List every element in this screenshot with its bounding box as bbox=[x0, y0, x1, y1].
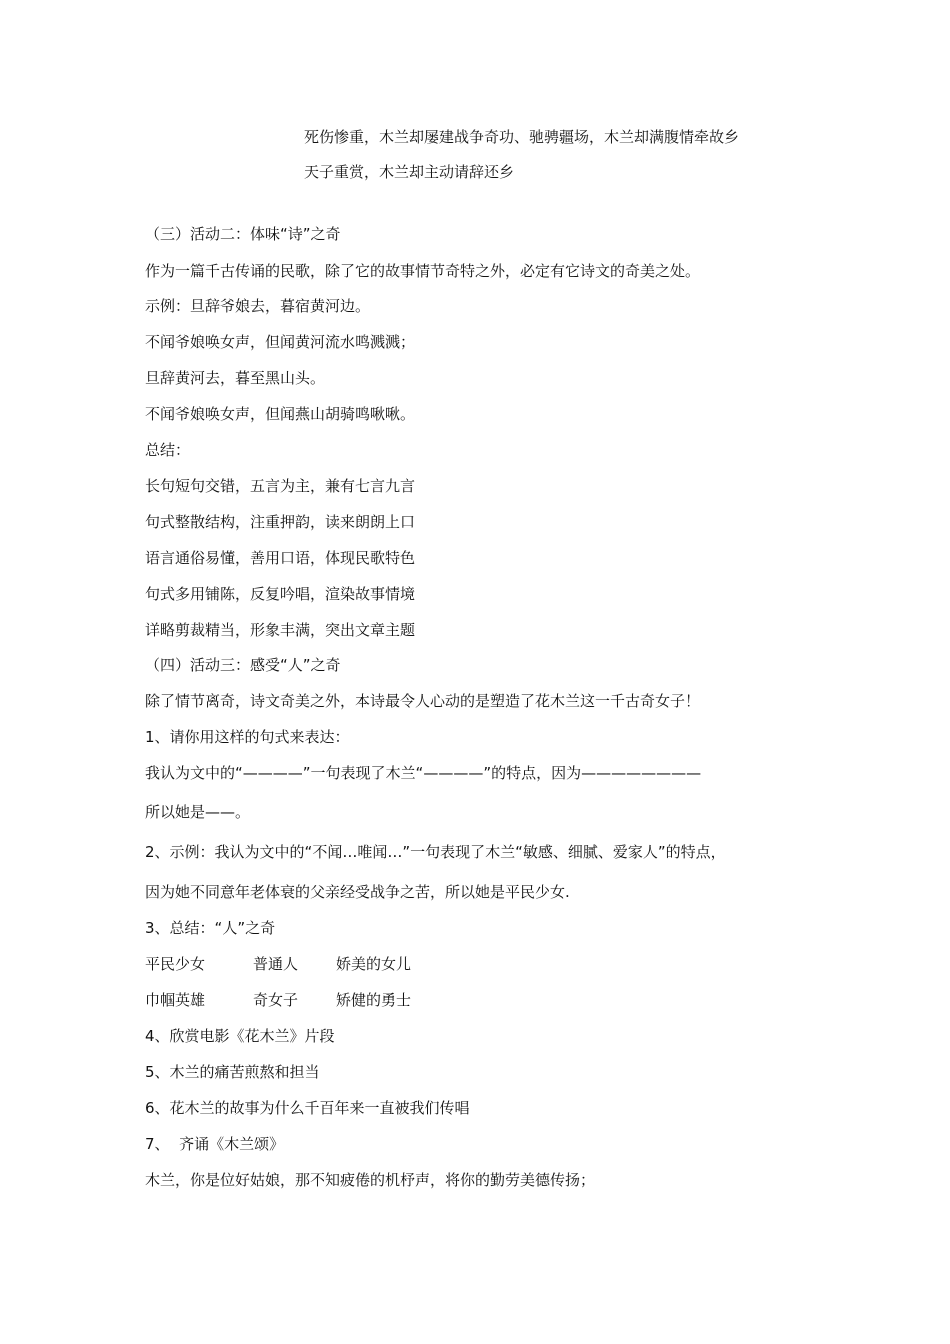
item2-line-2: 因为她不同意年老体衰的父亲经受战争之苦，所以她是平民少女. bbox=[145, 883, 570, 901]
example-line-4: 不闻爷娘唤女声，但闻燕山胡骑鸣啾啾。 bbox=[145, 405, 416, 423]
grid-cell: 奇女子 bbox=[253, 991, 299, 1009]
item1-prompt: 1、请你用这样的句式来表达： bbox=[145, 728, 350, 746]
summary-point-3: 语言通俗易懂，善用口语，体现民歌特色 bbox=[145, 549, 416, 567]
item3-label: 3、总结：“人”之奇 bbox=[145, 919, 276, 937]
grid-cell: 娇美的女儿 bbox=[336, 955, 412, 973]
section4-intro: 除了情节离奇，诗文奇美之外，本诗最令人心动的是塑造了花木兰这一千古奇女子！ bbox=[145, 692, 701, 710]
grid-cell: 矫健的勇士 bbox=[336, 991, 412, 1009]
example-line-3: 旦辞黄河去，暮至黑山头。 bbox=[145, 369, 326, 387]
item6: 6、花木兰的故事为什么千百年来一直被我们传唱 bbox=[145, 1099, 470, 1117]
section3-heading: （三）活动二：体味“诗”之奇 bbox=[145, 225, 341, 243]
item5: 5、木兰的痛苦煎熬和担当 bbox=[145, 1063, 320, 1081]
example-line-2: 不闻爷娘唤女声，但闻黄河流水鸣溅溅； bbox=[145, 333, 416, 351]
closing-line: 木兰，你是位好姑娘，那不知疲倦的机杼声，将你的勤劳美德传扬； bbox=[145, 1171, 596, 1189]
section3-intro: 作为一篇千古传诵的民歌，除了它的故事情节奇特之外，必定有它诗文的奇美之处。 bbox=[145, 262, 701, 280]
grid-cell: 巾帼英雄 bbox=[145, 991, 206, 1009]
item4: 4、欣赏电影《花木兰》片段 bbox=[145, 1027, 335, 1045]
item7: 7、 齐诵《木兰颂》 bbox=[145, 1135, 285, 1153]
summary-label: 总结： bbox=[145, 441, 191, 459]
summary-point-4: 句式多用铺陈，反复吟唱，渲染故事情境 bbox=[145, 585, 416, 603]
summary-point-1: 长句短句交错，五言为主，兼有七言九言 bbox=[145, 477, 416, 495]
summary-point-5: 详略剪裁精当，形象丰满，突出文章主题 bbox=[145, 621, 416, 639]
continuation-line-2: 天子重赏，木兰却主动请辞还乡 bbox=[304, 163, 515, 181]
summary-point-2: 句式整散结构，注重押韵，读来朗朗上口 bbox=[145, 513, 416, 531]
example-line-1: 示例：旦辞爷娘去，暮宿黄河边。 bbox=[145, 297, 371, 315]
continuation-line-1: 死伤惨重，木兰却屡建战争奇功、驰骋疆场，木兰却满腹情牵故乡 bbox=[304, 128, 740, 146]
item1-template: 我认为文中的“————”一句表现了木兰“————”的特点，因为———————— bbox=[145, 764, 702, 782]
grid-cell: 普通人 bbox=[253, 955, 299, 973]
item1-template-end: 所以她是——。 bbox=[145, 803, 251, 821]
grid-cell: 平民少女 bbox=[145, 955, 206, 973]
section4-heading: （四）活动三：感受“人”之奇 bbox=[145, 656, 341, 674]
item2-line-1: 2、示例：我认为文中的“不闻…唯闻…”一句表现了木兰“敏感、细腻、爱家人”的特点， bbox=[145, 843, 726, 861]
